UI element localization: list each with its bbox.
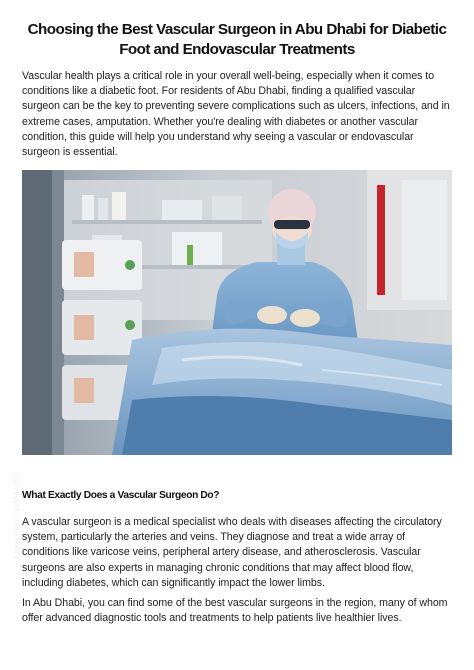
body-paragraph-1: A vascular surgeon is a medical specialist who deals with diseases affecting the circulatory system, particularly the arteries and veins. They diagnose and treat a wide array of conditions like varicose veins, peripheral artery disease, and atherosclerosis. Vascular surgeons are also experts in managing chronic conditions that may affect blood flow, including diabetes, which can significantly impact the lower limbs. bbox=[22, 516, 442, 589]
article-title: Choosing the Best Vascular Surgeon in Abu Dhabi for Diabetic Foot and Endovascular Treatments bbox=[27, 21, 447, 58]
section-heading: What Exactly Does a Vascular Surgeon Do? bbox=[22, 490, 220, 501]
stock-watermark: Adobe Stock | #396677527 bbox=[14, 470, 21, 560]
surgery-illustration bbox=[22, 170, 452, 455]
body-paragraph-2: In Abu Dhabi, you can find some of the best vascular surgeons in the region, many of whom offer advanced diagnostic tools and treatments to help patients live healthier lives. bbox=[22, 597, 448, 625]
intro-paragraph: Vascular health plays a critical role in your overall well-being, especially when it comes to conditions like a diabetic foot. For residents of Abu Dhabi, finding a qualified vascular surgeon can be the key to preventing severe complications such as ulcers, infections, and in extreme cases, amputation. Whether you're dealing with diabetes or another vascular condition, this guide will help you understand why seeing a vascular or endovascular surgeon is essential. bbox=[22, 70, 450, 159]
